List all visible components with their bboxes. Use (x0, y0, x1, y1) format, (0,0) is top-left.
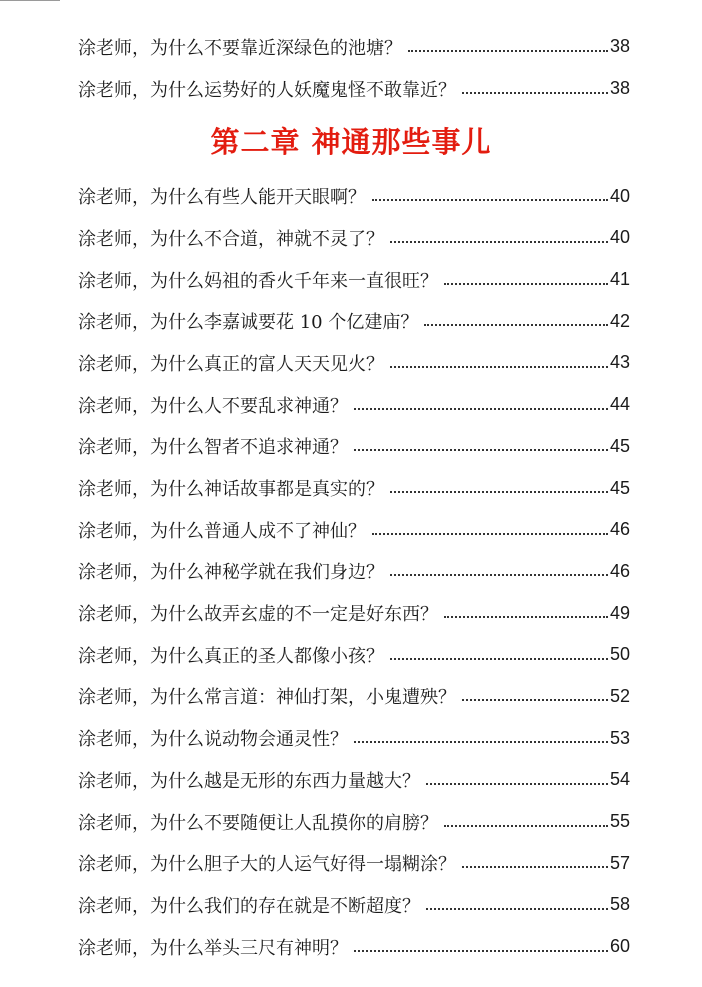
toc-entry-page-number: 43 (609, 352, 630, 373)
toc-entry[interactable] (78, 717, 630, 759)
toc-dot-leader (390, 241, 608, 243)
toc-dot-leader (354, 741, 608, 743)
toc-entry[interactable] (78, 842, 630, 884)
toc-entry-page-number: 41 (609, 269, 630, 290)
toc-entry-page-number: 55 (609, 811, 630, 832)
toc-dot-leader (390, 491, 608, 493)
toc-entry-page-number: 57 (609, 852, 630, 873)
toc-entry-page-number: 42 (609, 310, 630, 331)
toc-dot-leader (462, 92, 608, 94)
toc-entry-title: 涂老师，为什么智者不追求神通？ (78, 437, 348, 459)
toc-dot-leader (444, 616, 608, 618)
toc-entry-title: 涂老师，为什么李嘉诚要花 10 个亿建庙？ (78, 312, 419, 334)
toc-dot-leader (462, 699, 608, 701)
toc-entry-title: 涂老师，为什么故弄玄虚的不一定是好东西？ (78, 604, 438, 626)
toc-dot-leader (390, 574, 608, 576)
toc-entry-title: 涂老师，为什么不要随便让人乱摸你的肩膀？ (78, 812, 438, 834)
toc-entry[interactable] (78, 759, 630, 801)
toc-entry[interactable] (78, 259, 630, 301)
toc-entry-page-number: 50 (609, 644, 630, 665)
toc-entry-page-number: 53 (609, 727, 630, 748)
toc-dot-leader (390, 658, 608, 660)
toc-entry-page-number: 44 (609, 394, 630, 415)
toc-entry-title: 涂老师，为什么举头三尺有神明？ (78, 937, 348, 959)
top-rule (0, 0, 60, 1)
toc-entry-page-number: 60 (609, 936, 630, 957)
toc-entry[interactable] (78, 300, 630, 342)
toc-dot-leader (408, 50, 608, 52)
toc-entry-page-number: 45 (609, 435, 630, 456)
toc-entry-title: 涂老师，为什么常言道：神仙打架，小鬼遭殃？ (78, 687, 456, 709)
toc-entry-title: 涂老师，为什么不合道，神就不灵了？ (78, 228, 384, 250)
toc-entry-page-number: 40 (609, 185, 630, 206)
toc-entry[interactable] (78, 384, 630, 426)
toc-entry-title: 涂老师，为什么神秘学就在我们身边？ (78, 562, 384, 584)
toc-entry-page-number: 49 (609, 602, 630, 623)
toc-entry-page-number: 46 (609, 560, 630, 581)
toc-entry[interactable] (78, 342, 630, 384)
toc-dot-leader (462, 866, 608, 868)
toc-entry-title: 涂老师，为什么运势好的人妖魔鬼怪不敢靠近？ (78, 79, 456, 101)
toc-entry[interactable] (78, 26, 630, 68)
toc-dot-leader (390, 366, 608, 368)
table-of-contents (78, 0, 630, 967)
toc-entry-title: 涂老师，为什么说动物会通灵性？ (78, 729, 348, 751)
toc-entry-title: 涂老师，为什么普通人成不了神仙？ (78, 520, 366, 542)
toc-dot-leader (372, 533, 608, 535)
toc-dot-leader (444, 825, 608, 827)
toc-dot-leader (424, 324, 608, 326)
toc-dot-leader (354, 408, 608, 410)
toc-entry-page-number: 38 (609, 36, 630, 57)
toc-entry[interactable] (78, 884, 630, 926)
toc-entry-title: 涂老师，为什么妈祖的香火千年来一直很旺？ (78, 270, 438, 292)
toc-entry[interactable] (78, 217, 630, 259)
toc-entry[interactable] (78, 926, 630, 968)
toc-entry-title: 涂老师，为什么有些人能开天眼啊？ (78, 187, 366, 209)
toc-entry[interactable] (78, 676, 630, 718)
toc-entry[interactable] (78, 801, 630, 843)
toc-entry-page-number: 46 (609, 519, 630, 540)
toc-entry[interactable] (78, 634, 630, 676)
toc-entry-title: 涂老师，为什么真正的富人天天见火？ (78, 353, 384, 375)
toc-entry[interactable] (78, 592, 630, 634)
toc-entry-page-number: 54 (609, 769, 630, 790)
toc-entry[interactable] (78, 68, 630, 110)
toc-dot-leader (354, 950, 608, 952)
toc-entry-title: 涂老师，为什么胆子大的人运气好得一塌糊涂？ (78, 854, 456, 876)
toc-entry-title: 涂老师，为什么我们的存在就是不断超度？ (78, 895, 420, 917)
toc-dot-leader (426, 783, 608, 785)
toc-entry[interactable] (78, 509, 630, 551)
toc-entry-title: 涂老师，为什么不要靠近深绿色的池塘？ (78, 37, 402, 59)
toc-entry[interactable] (78, 175, 630, 217)
toc-entry-title: 涂老师，为什么神话故事都是真实的？ (78, 479, 384, 501)
toc-entry-page-number: 58 (609, 894, 630, 915)
toc-dot-leader (372, 199, 608, 201)
toc-dot-leader (444, 283, 608, 285)
toc-entry-page-number: 52 (609, 685, 630, 706)
toc-entry-page-number: 38 (609, 78, 630, 99)
toc-dot-leader (354, 449, 608, 451)
toc-chapter-entries (78, 175, 630, 967)
toc-entry-page-number: 40 (609, 227, 630, 248)
toc-previous-chapter-entries (78, 26, 630, 109)
toc-entry[interactable] (78, 426, 630, 468)
chapter-heading: 第二章 神通那些事儿 (210, 125, 492, 160)
toc-entry[interactable] (78, 551, 630, 593)
toc-entry[interactable] (78, 467, 630, 509)
toc-entry-title: 涂老师，为什么真正的圣人都像小孩？ (78, 645, 384, 667)
toc-entry-title: 涂老师，为什么越是无形的东西力量越大？ (78, 770, 420, 792)
toc-entry-page-number: 45 (609, 477, 630, 498)
toc-dot-leader (426, 908, 608, 910)
toc-entry-title: 涂老师，为什么人不要乱求神通？ (78, 395, 348, 417)
